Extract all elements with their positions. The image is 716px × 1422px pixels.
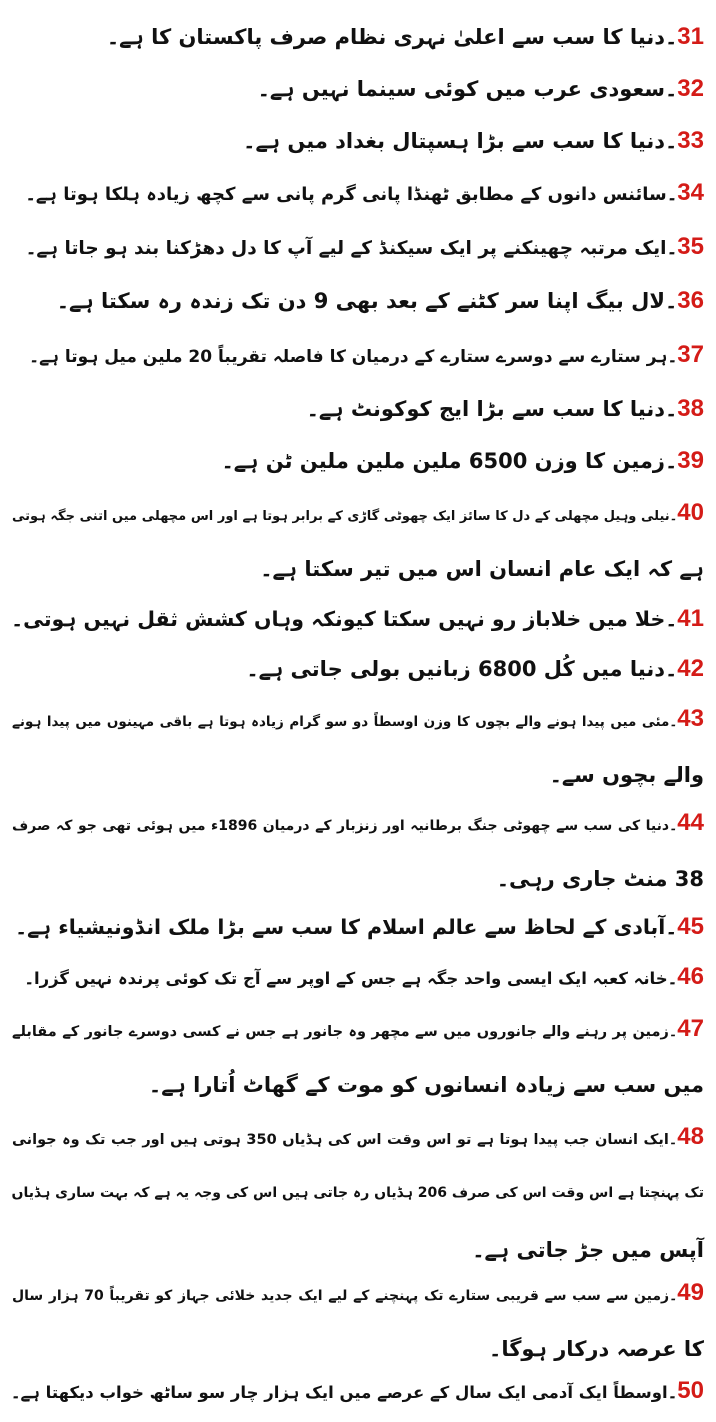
fact-text: ۔مئی میں پیدا ہونے والے بچوں کا وزن اوسطاً دو سو گرام زیادہ ہوتا ہے باقی مہینوں میں پیدا ہونے [12, 714, 678, 730]
fact-line [12, 794, 704, 851]
fact-text: ۔ایک انسان جب پیدا ہوتا ہے تو اس وقت اس کی ہڈیاں 350 ہوتی ہیں اور جب تک وہ جوانی [12, 1132, 678, 1148]
fact-number: 40 [677, 499, 704, 526]
fact-line [12, 690, 704, 747]
fact-34 [12, 164, 704, 221]
fact-line [12, 1165, 704, 1222]
fact-text: ۔زمین پر رہنے والے جانوروں میں سے مچھر وہ جانور ہے جس نے کسی دوسرے جانور کے مقابلے [12, 1024, 678, 1040]
fact-46 [12, 948, 704, 1005]
fact-text: ۔دنیا کا سب سے بڑا ہسپتال بغداد میں ہے۔ [243, 129, 678, 153]
fact-number: 34 [677, 179, 704, 206]
fact-number: 46 [677, 963, 704, 990]
fact-35 [12, 218, 704, 275]
fact-text: ۔زمین کا وزن 6500 ملین ملین ملین ٹن ہے۔ [221, 449, 678, 473]
fact-text: 38 منٹ جاری رہی۔ [496, 867, 704, 891]
fact-line [12, 112, 704, 169]
fact-37 [12, 326, 704, 383]
fact-39 [12, 432, 704, 489]
fact-38 [12, 380, 704, 437]
fact-text: ۔سائنس دانوں کے مطابق ٹھنڈا پانی گرم پانی سے کچھ زیادہ ہلکا ہوتا ہے۔ [25, 184, 678, 205]
fact-number: 37 [677, 341, 704, 368]
fact-text: ۔خانہ کعبہ ایک ایسی واحد جگہ ہے جس کے اوپر سے آج تک کوئی پرندہ نہیں گزرا۔ [24, 969, 678, 988]
fact-text: ۔ہر ستارے سے دوسرے ستارے کے درمیان کا فاصلہ تقریباً 20 ملین میل ہوتا ہے۔ [29, 347, 678, 367]
fact-line [12, 948, 704, 1005]
fact-number: 35 [677, 233, 704, 260]
fact-32 [12, 60, 704, 117]
fact-text: ہے کہ ایک عام انسان اس میں تیر سکتا ہے۔ [260, 557, 704, 581]
fact-40 [12, 484, 704, 598]
fact-text: میں سب سے زیادہ انسانوں کو موت کے گھاٹ اُتارا ہے۔ [148, 1073, 704, 1097]
fact-line [12, 326, 704, 383]
fact-line [12, 590, 704, 647]
fact-48 [12, 1108, 704, 1279]
fact-number: 49 [677, 1279, 704, 1306]
fact-text: ۔دنیا کا سب سے اعلیٰ نہری نظام صرف پاکستان کا ہے۔ [106, 25, 678, 49]
fact-31 [12, 8, 704, 65]
fact-line [12, 898, 704, 955]
fact-number: 43 [677, 705, 704, 732]
fact-41 [12, 590, 704, 647]
fact-line [12, 1057, 704, 1114]
fact-line [12, 640, 704, 697]
fact-number: 39 [677, 447, 704, 474]
fact-45 [12, 898, 704, 955]
fact-44 [12, 794, 704, 908]
fact-line [12, 272, 704, 329]
fact-text: کا عرصہ درکار ہوگا۔ [489, 1337, 704, 1361]
fact-text: ۔دنیا میں کُل 6800 زبانیں بولی جاتی ہے۔ [246, 657, 678, 681]
fact-43 [12, 690, 704, 804]
fact-line [12, 1264, 704, 1321]
fact-number: 31 [677, 23, 704, 50]
fact-number: 48 [677, 1123, 704, 1150]
fact-number: 45 [677, 913, 704, 940]
fact-text: تک پہنچتا ہے اس وقت اس کی صرف 206 ہڈیاں رہ جاتی ہیں اس کی وجہ یہ ہے کہ بہت ساری ہڈیاں [11, 1185, 704, 1201]
fact-text: آپس میں جڑ جاتی ہے۔ [472, 1238, 704, 1262]
fact-number: 36 [677, 287, 704, 314]
fact-text: ۔زمین سے سب سے قریبی ستارے تک پہنچنے کے لیے ایک جدید خلائی جہاز کو تقریباً 70 ہزار سال [12, 1288, 678, 1304]
fact-text: ۔دنیا کی سب سے چھوٹی جنگ برطانیہ اور زنزبار کے درمیان 1896ء میں ہوئی تھی جو کہ صرف [12, 818, 678, 834]
fact-text: ۔دنیا کا سب سے بڑا ایج کوکونٹ ہے۔ [306, 397, 678, 421]
fact-number: 50 [677, 1377, 704, 1404]
fact-number: 33 [677, 127, 704, 154]
fact-50 [12, 1362, 704, 1419]
fact-line [12, 60, 704, 117]
fact-line [12, 164, 704, 221]
fact-line [12, 8, 704, 65]
fact-text: ۔ایک مرتبہ چھینکنے پر ایک سیکنڈ کے لیے آپ کا دل دھڑکنا بند ہو جاتا ہے۔ [25, 238, 678, 259]
fact-number: 42 [677, 655, 704, 682]
fact-text: ۔نیلی وہیل مچھلی کے دل کا سائز ایک چھوٹی گاڑی کے برابر ہوتا ہے اور اس مچھلی میں اتنی جگہ ہوتی [12, 509, 678, 524]
fact-text: والے بچوں سے۔ [549, 763, 704, 787]
fact-text: ۔سعودی عرب میں کوئی سینما نہیں ہے۔ [257, 77, 678, 101]
fact-line [12, 1108, 704, 1165]
fact-49 [12, 1264, 704, 1378]
fact-number: 38 [677, 395, 704, 422]
fact-33 [12, 112, 704, 169]
fact-text: ۔خلا میں خلاباز رو نہیں سکتا کیونکہ وہاں کشش ثقل نہیں ہوتی۔ [11, 607, 678, 631]
fact-number: 47 [677, 1015, 704, 1042]
fact-text: ۔لال بیگ اپنا سر کٹنے کے بعد بھی 9 دن تک زندہ رہ سکتا ہے۔ [56, 289, 678, 313]
fact-36 [12, 272, 704, 329]
fact-line [12, 484, 704, 541]
fact-text: ۔آبادی کے لحاظ سے عالم اسلام کا سب سے بڑا ملک انڈونیشیاء ہے۔ [15, 915, 678, 939]
fact-number: 44 [677, 809, 704, 836]
fact-42 [12, 640, 704, 697]
fact-47 [12, 1000, 704, 1114]
fact-line [12, 1000, 704, 1057]
fact-line [12, 218, 704, 275]
fact-number: 41 [677, 605, 704, 632]
fact-line [12, 1362, 704, 1419]
fact-text: ۔اوسطاً ایک آدمی ایک سال کے عرصے میں ایک ہزار چار سو ساٹھ خواب دیکھتا ہے۔ [10, 1383, 678, 1402]
fact-line [12, 380, 704, 437]
fact-line [12, 432, 704, 489]
fact-number: 32 [677, 75, 704, 102]
